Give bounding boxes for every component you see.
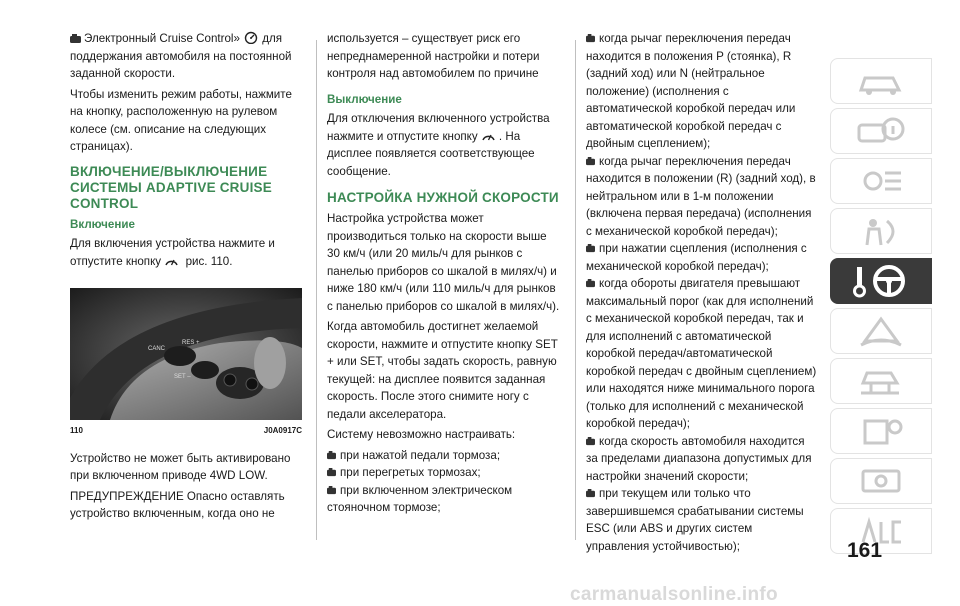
tab-starting-driving[interactable] (830, 258, 932, 304)
list-item: при перегретых тормозах; (327, 464, 562, 482)
bullet-icon (327, 486, 336, 495)
car-lift-icon (855, 365, 907, 397)
warning-paragraph: ПРЕДУПРЕЖДЕНИЕ Опасно оставлять устройство включенным, когда оно не (70, 489, 285, 520)
cruise-speedometer-icon (243, 31, 259, 44)
column-right (586, 30, 818, 555)
bullet-icon (586, 489, 595, 498)
bullet-icon (70, 34, 81, 44)
list-item: при нажатой педали тормоза; (327, 447, 562, 465)
list-item: когда рычаг переключения передач находится в положении (R) (задний ход), в нейтральном или в 1-м положении (включена первая передача) (исполнения с механической коробкой передач); (586, 154, 816, 238)
set-speed-paragraph: Когда автомобиль достигнет желаемой скорости, нажмите и отпустите кнопку SET + или SET, чтобы задать скорость, равную текущей: на дисплее появится заданная скорость. После этого снимите ногу с педали акселератора. (327, 320, 558, 421)
tab-safety[interactable] (830, 208, 932, 254)
section-heading-speed: НАСТРОЙКА НУЖНОЙ СКОРОСТИ (327, 190, 559, 205)
key-steering-wheel-icon (851, 263, 911, 299)
intro-paragraph: Электронный Cruise Control» для поддержания автомобиля на постоянной заданной скорости. (70, 32, 292, 80)
canc-label: CANC (148, 346, 166, 352)
tab-warning-lights[interactable] (830, 158, 932, 204)
info-icon (855, 115, 907, 147)
tab-dashboard[interactable] (830, 58, 932, 104)
set-label: SET – (174, 374, 191, 380)
seatbelt-icon (855, 215, 907, 247)
column-left (70, 30, 302, 526)
risk-paragraph: используется – существует риск его непреднамеренной настройки и потери контроля над автомобилем по причине (327, 32, 540, 80)
list-item: когда скорость автомобиля находится за пределами диапазона допустимых для настройки значений скорости; (586, 434, 812, 483)
list-item: когда рычаг переключения передач находится в положения P (стоянка), R (задний ход) или N (нейтральное положение) (исполнения с автоматической коробкой передач или автоматической коробкой передач с двойным сцеплением); (586, 32, 796, 150)
subheading-disable: Выключение (327, 92, 402, 106)
tab-multimedia[interactable] (830, 458, 932, 504)
chapter-tabs (830, 58, 932, 558)
enable-paragraph: Для включения устройства нажмите и отпустите кнопку рис. 110. (70, 237, 275, 268)
technical-data-icon (855, 415, 907, 447)
bullet-icon (586, 244, 595, 253)
bullet-icon (586, 279, 595, 288)
cruise-button-icon (164, 256, 179, 267)
footer-watermark: carmanualsonline.info (570, 584, 778, 605)
figure-code: J0A0917C (263, 426, 302, 435)
subheading-enable: Включение (70, 217, 135, 231)
column-divider (316, 40, 317, 540)
section-heading-on-off: ВКЛЮЧЕНИЕ/ВЫКЛЮЧЕНИЕ СИСТЕМЫ ADAPTIVE CRUISE CONTROL (70, 163, 272, 211)
figure-number: 110 (70, 426, 83, 435)
warning-lights-icon (855, 165, 907, 197)
bullet-icon (586, 34, 595, 43)
cruise-button-icon (481, 131, 496, 142)
list-item: при текущем или только что завершившемся срабатывании системы ESC (или ABS и других систем управления устойчивостью); (586, 487, 804, 553)
tab-specifications[interactable] (830, 408, 932, 454)
list-item: при включенном электрическом стояночном тормозе; (327, 483, 513, 514)
multimedia-icon (855, 465, 907, 497)
bullet-icon (327, 451, 336, 460)
bullet-icon (586, 157, 595, 166)
list-item: при нажатии сцепления (исполнения с механической коробкой передач); (586, 242, 807, 273)
column-middle (327, 30, 562, 517)
emergency-icon (855, 315, 907, 347)
speed-range-paragraph: Настройка устройства может производиться только на скорости выше 30 км/ч (или 20 миль/ч для рынков с панелью приборов со шкалой в милях/ч) и ниже 180 км/ч (или 110 миль/ч для рынков с панелью приборов со шкалой в милях/ч). (327, 212, 560, 313)
list-item: когда обороты двигателя превышают максимальный порог (как для исполнений с механической коробкой передач, так и для исполнений с автоматической коробкой передач/автоматической коробкой передач с двойным сцеплением) или находятся ниже минимального порога (только для исполнений с механической коробкой передач); (586, 277, 817, 430)
res-label: RES + (182, 340, 200, 346)
steering-wheel-figure (70, 288, 302, 420)
column-divider (575, 40, 576, 540)
page-number: 161 (847, 539, 883, 562)
figure-caption (70, 422, 302, 440)
cannot-set-paragraph: Систему невозможно настраивать: (327, 428, 516, 441)
4wd-low-paragraph: Устройство не может быть активировано при включенном приводе 4WD LOW. (70, 451, 291, 482)
tab-maintenance[interactable] (830, 358, 932, 404)
disable-paragraph: Для отключения включенного устройства нажмите и отпустите кнопку . На дисплее появляется соответствующее сообщение. (327, 112, 550, 178)
tab-info[interactable] (830, 108, 932, 154)
steering-wheel-photo (70, 288, 302, 420)
car-dashboard-icon (855, 66, 907, 96)
bullet-icon (586, 437, 595, 446)
bullet-icon (327, 468, 336, 477)
tab-emergency[interactable] (830, 308, 932, 354)
mode-change-paragraph: Чтобы изменить режим работы, нажмите на кнопку, расположенную на рулевом колесе (см. описание на следующих страницах). (70, 87, 292, 153)
